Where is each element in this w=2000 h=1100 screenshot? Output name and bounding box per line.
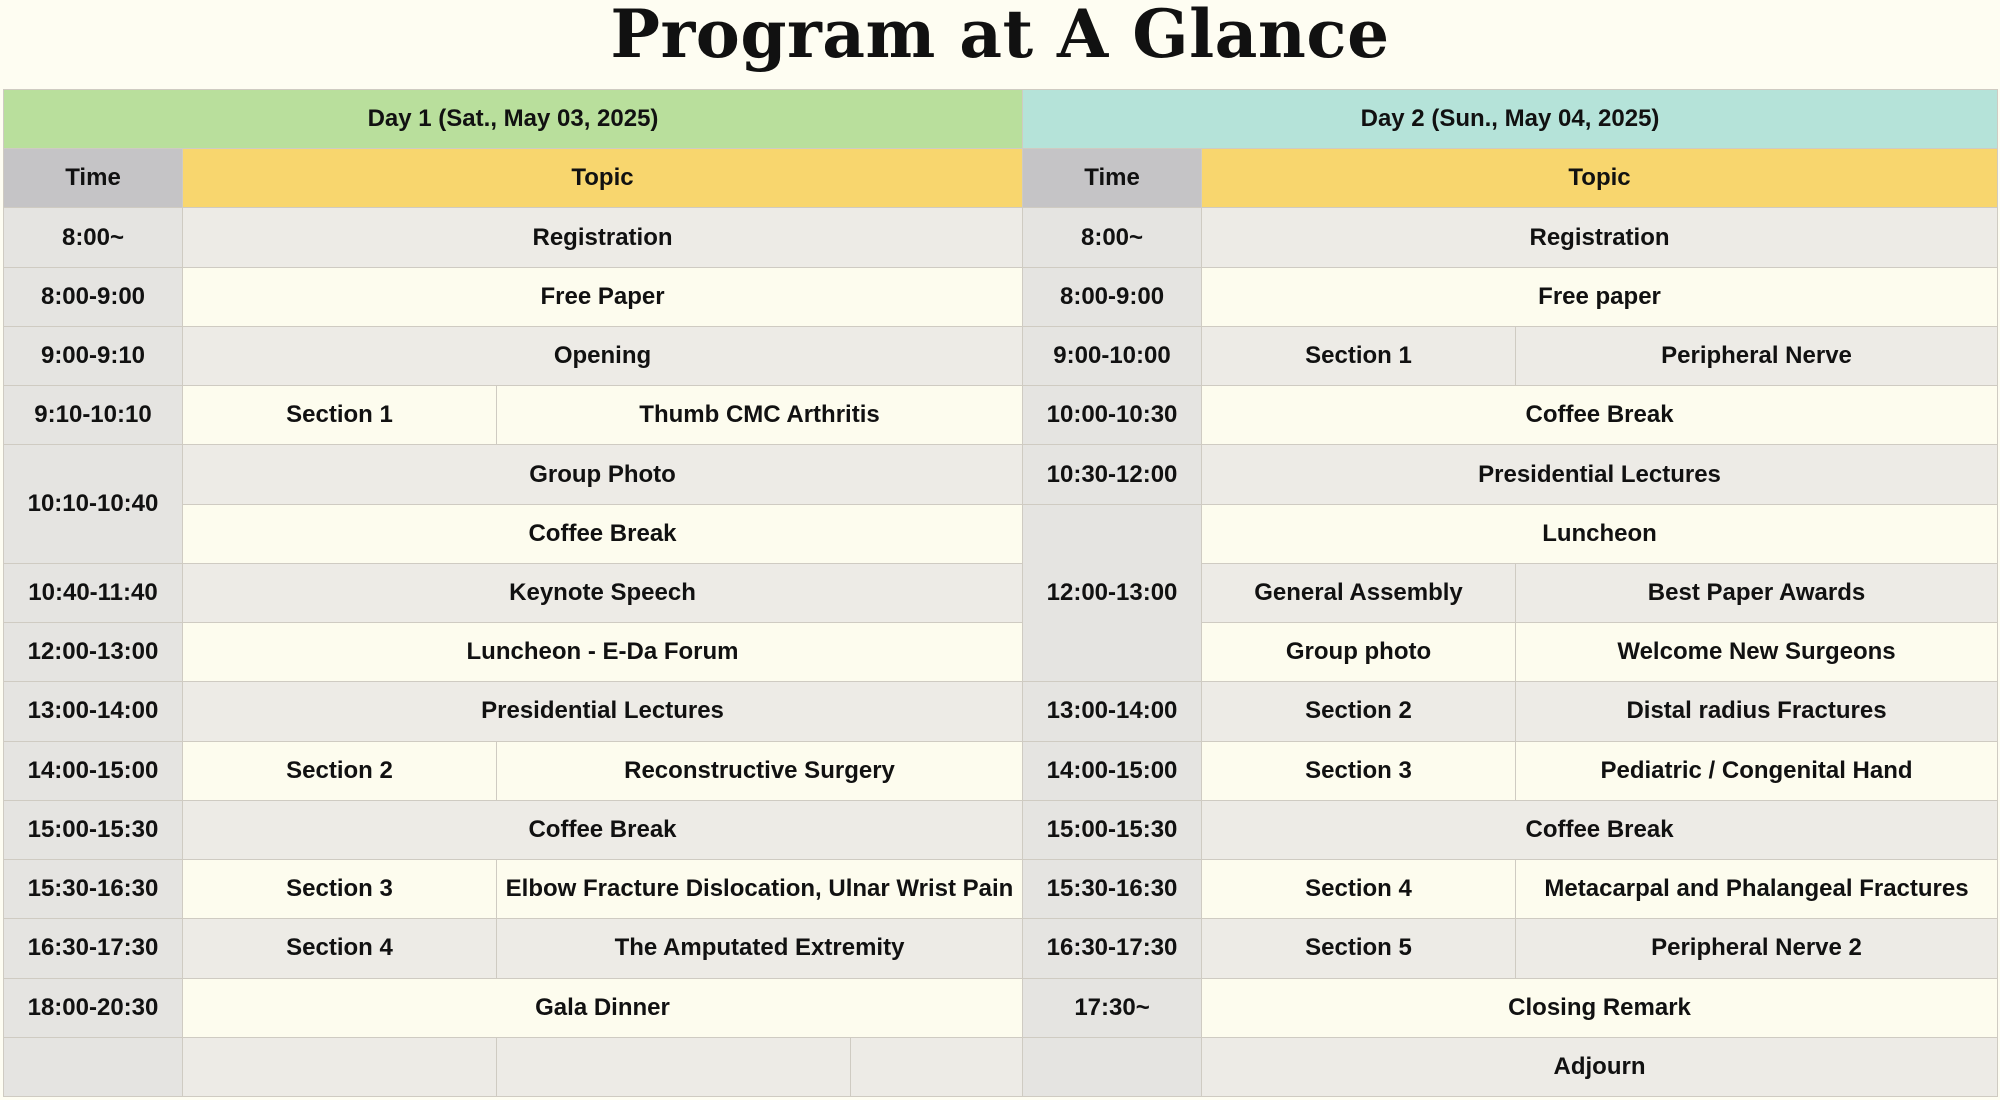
day1-topic: Keynote Speech [183,563,1023,622]
day1-time: 10:40-11:40 [4,563,183,622]
day2-section: General Assembly [1202,563,1516,622]
day2-section: Section 3 [1202,741,1516,800]
day2-section: Section 5 [1202,919,1516,978]
day1-section: Section 1 [183,386,497,445]
table-row [4,386,1998,445]
day2-time: 8:00~ [1023,208,1202,267]
table-row [4,682,1998,741]
day2-time: 15:30-16:30 [1023,860,1202,919]
table-row [4,919,1998,978]
table-row [4,208,1998,267]
day2-time-header: Time [1023,149,1202,208]
day1-time: 15:00-15:30 [4,800,183,859]
day1-topic: Luncheon - E-Da Forum [183,623,1023,682]
day1-topic: Presidential Lectures [183,682,1023,741]
table-row [4,978,1998,1037]
table-row [4,504,1998,563]
day1-topic: Group Photo [183,445,1023,504]
day2-time: 10:30-12:00 [1023,445,1202,504]
day2-subject: Distal radius Fractures [1516,682,1998,741]
day1-section: Section 4 [183,919,497,978]
table-row [4,800,1998,859]
day2-topic: Closing Remark [1202,978,1998,1037]
day1-subject: Thumb CMC Arthritis [497,386,1023,445]
day1-time: 12:00-13:00 [4,623,183,682]
day2-section: Section 1 [1202,326,1516,385]
day2-section: Section 4 [1202,860,1516,919]
day1-time: 10:10-10:40 [4,445,183,563]
day2-topic: Coffee Break [1202,386,1998,445]
day2-subject: Welcome New Surgeons [1516,623,1998,682]
empty-cell [183,1037,497,1096]
day2-subject: Pediatric / Congenital Hand [1516,741,1998,800]
day2-time: 14:00-15:00 [1023,741,1202,800]
day1-time: 8:00-9:00 [4,267,183,326]
day2-topic: Free paper [1202,267,1998,326]
day2-topic: Presidential Lectures [1202,445,1998,504]
day1-time-empty [4,1037,183,1096]
day2-topic: Adjourn [1202,1037,1998,1096]
day1-topic: Gala Dinner [183,978,1023,1037]
day2-topic: Registration [1202,208,1998,267]
table-row [4,326,1998,385]
day1-topic: Free Paper [183,267,1023,326]
day2-time: 10:00-10:30 [1023,386,1202,445]
day2-time: 15:00-15:30 [1023,800,1202,859]
day1-heading: Day 1 (Sat., May 03, 2025) [4,90,1023,149]
day2-subject: Metacarpal and Phalangeal Fractures [1516,860,1998,919]
table-row [4,623,1998,682]
day1-time: 18:00-20:30 [4,978,183,1037]
day2-subject: Peripheral Nerve [1516,326,1998,385]
day1-topic: Coffee Break [183,800,1023,859]
day2-time: 17:30~ [1023,978,1202,1037]
day2-topic: Luncheon [1202,504,1998,563]
table-row [4,741,1998,800]
day1-time: 9:00-9:10 [4,326,183,385]
day2-time: 12:00-13:00 [1023,504,1202,682]
day1-time: 9:10-10:10 [4,386,183,445]
day2-time: 16:30-17:30 [1023,919,1202,978]
empty-cell [497,1037,851,1096]
table-row [4,267,1998,326]
day2-topic: Coffee Break [1202,800,1998,859]
day1-subject: Elbow Fracture Dislocation, Ulnar Wrist Pain [497,860,1023,919]
day2-heading: Day 2 (Sun., May 04, 2025) [1023,90,1998,149]
day2-subject: Best Paper Awards [1516,563,1998,622]
program-table [3,89,1998,1097]
day1-section: Section 3 [183,860,497,919]
day2-section: Group photo [1202,623,1516,682]
table-row [4,563,1998,622]
day1-section: Section 2 [183,741,497,800]
day1-topic: Registration [183,208,1023,267]
day1-topic: Coffee Break [183,504,1023,563]
day1-time: 15:30-16:30 [4,860,183,919]
table-row [4,1037,1998,1096]
day2-section: Section 2 [1202,682,1516,741]
day1-topic: Opening [183,326,1023,385]
day1-time: 14:00-15:00 [4,741,183,800]
table-row [4,860,1998,919]
day1-time: 16:30-17:30 [4,919,183,978]
page-title: Program at A Glance [610,0,1390,73]
empty-cell [851,1037,1023,1096]
day2-time: 13:00-14:00 [1023,682,1202,741]
day1-subject: Reconstructive Surgery [497,741,1023,800]
day2-subject: Peripheral Nerve 2 [1516,919,1998,978]
table-row [4,445,1998,504]
day1-time-header: Time [4,149,183,208]
day1-time: 13:00-14:00 [4,682,183,741]
day2-time: 9:00-10:00 [1023,326,1202,385]
day1-subject: The Amputated Extremity [497,919,1023,978]
day1-topic-header: Topic [183,149,1023,208]
day1-time: 8:00~ [4,208,183,267]
day2-time: 8:00-9:00 [1023,267,1202,326]
day2-time-empty [1023,1037,1202,1096]
day2-topic-header: Topic [1202,149,1998,208]
